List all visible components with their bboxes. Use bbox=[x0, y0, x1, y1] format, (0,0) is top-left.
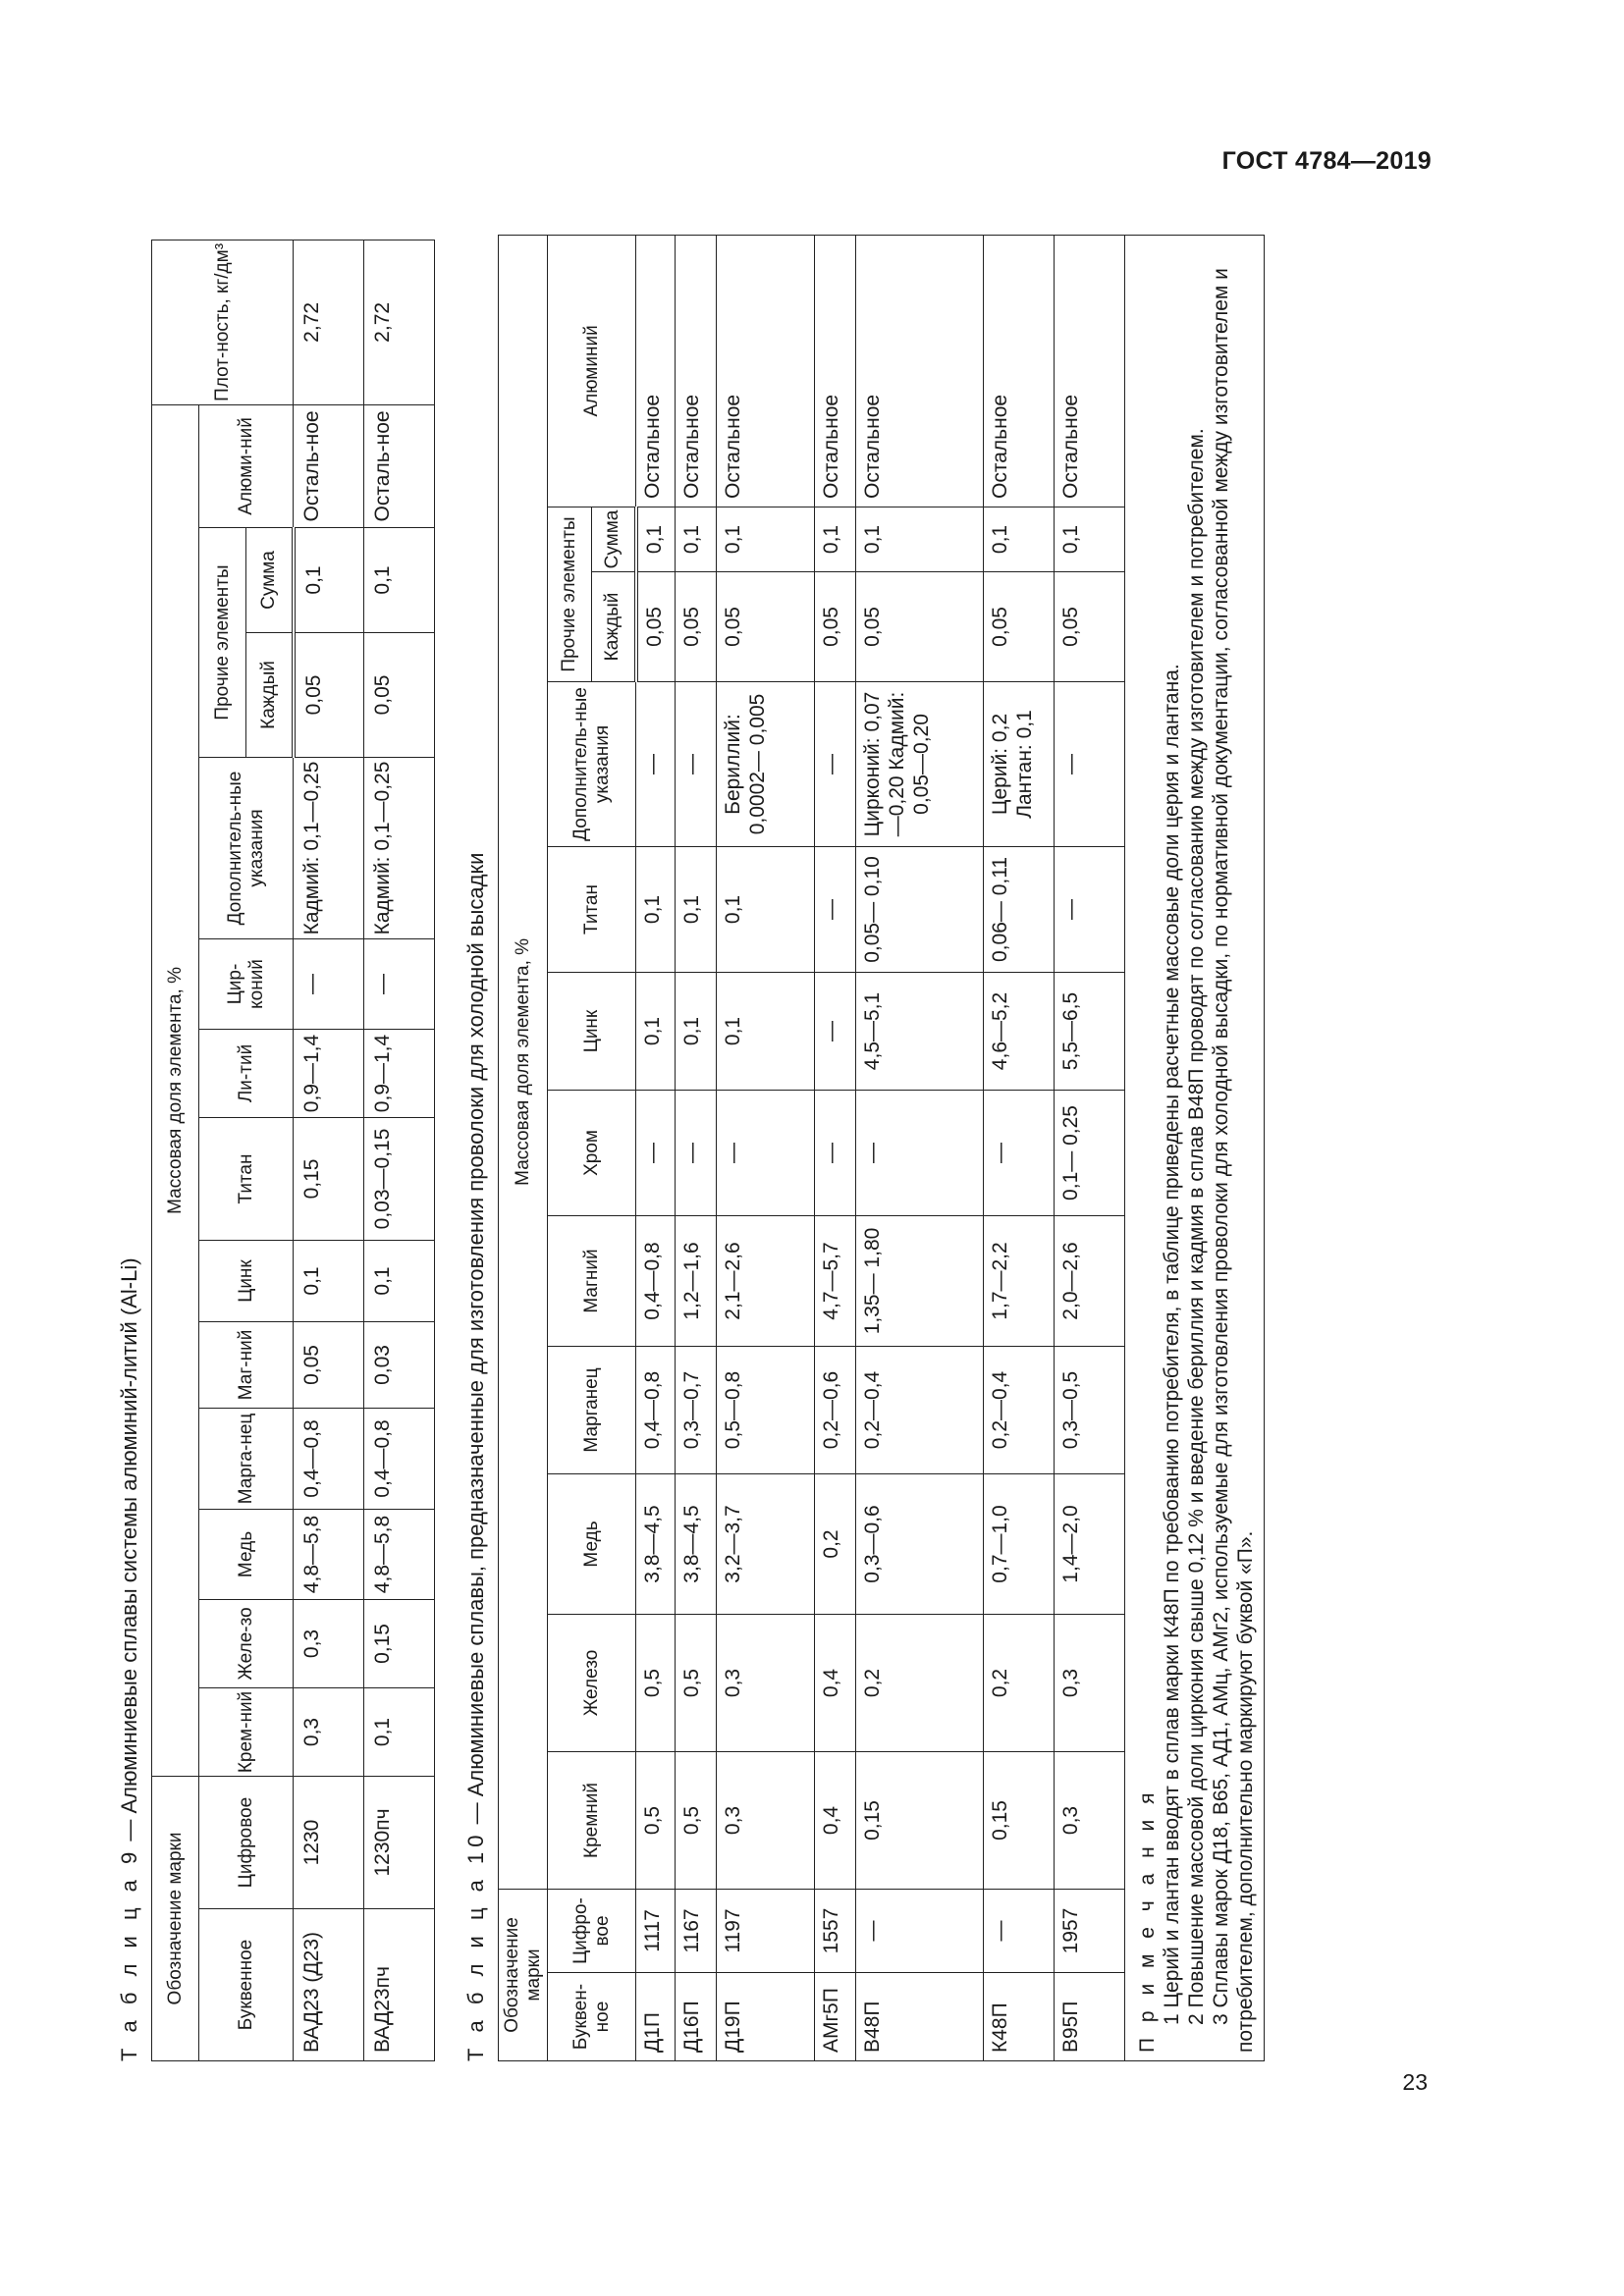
cell-each: 0,05 bbox=[1055, 571, 1125, 681]
t10-header-additional: Дополнитель-ные указания bbox=[548, 681, 636, 846]
page-number: 23 bbox=[1402, 2069, 1428, 2095]
cell-al: Остальное bbox=[856, 235, 984, 507]
cell-each: 0,05 bbox=[636, 571, 676, 681]
cell-zn: 0,1 bbox=[364, 1240, 435, 1321]
t9-header-silicon: Крем-ний bbox=[199, 1687, 294, 1776]
cell-sum: 0,1 bbox=[676, 507, 717, 571]
cell-letter: Д16П bbox=[676, 1973, 717, 2061]
cell-mn: 0,4—0,8 bbox=[636, 1346, 676, 1473]
t10-header-aluminum: Алюминий bbox=[548, 235, 636, 507]
notes-title: П р и м е ч а н и я bbox=[1136, 1788, 1159, 2053]
t10-header-titanium: Титан bbox=[548, 846, 636, 972]
cell-letter: В95П bbox=[1055, 1973, 1125, 2061]
cell-additional: Кадмий: 0,1—0,25 bbox=[294, 757, 364, 938]
t9-header-magnesium: Маг-ний bbox=[199, 1321, 294, 1408]
table9-caption bbox=[108, 226, 151, 2061]
cell-sum: 0,1 bbox=[636, 507, 676, 571]
cell-mg: 0,4—0,8 bbox=[636, 1215, 676, 1346]
t10-header-zinc: Цинк bbox=[548, 972, 636, 1090]
t9-header-zinc: Цинк bbox=[199, 1240, 294, 1321]
t9-header-other: Прочие элементы bbox=[199, 527, 246, 757]
cell-mg: 2,0—2,6 bbox=[1055, 1215, 1125, 1346]
cell-sum: 0,1 bbox=[815, 507, 856, 571]
cell-zr: — bbox=[294, 938, 364, 1029]
table9-caption-lead: Т а б л и ц а 9 bbox=[117, 1846, 141, 2061]
cell-fe: 0,3 bbox=[1055, 1614, 1125, 1751]
cell-zr: — bbox=[364, 938, 435, 1029]
t10-header-digital: Цифро-вое bbox=[548, 1889, 636, 1972]
t9-header-lithium: Ли-тий bbox=[199, 1029, 294, 1117]
t10-header-sum: Сумма bbox=[592, 507, 636, 571]
table-row bbox=[984, 235, 1055, 2060]
cell-al: Осталь-ное bbox=[364, 404, 435, 527]
cell-digital: 1230пч bbox=[364, 1776, 435, 1908]
cell-zn: 0,1 bbox=[294, 1240, 364, 1321]
cell-fe: 0,5 bbox=[636, 1614, 676, 1751]
table10-caption-text: — Алюминиевые сплавы, предназначенные для изготовления проволоки для холодной высадки bbox=[463, 852, 488, 1831]
table-row bbox=[364, 240, 435, 2060]
cell-density: 2,72 bbox=[364, 240, 435, 404]
cell-letter: ВАД23 (Д23) bbox=[294, 1909, 364, 2061]
cell-cu: 3,8—4,5 bbox=[636, 1473, 676, 1614]
cell-cu: 0,2 bbox=[815, 1473, 856, 1614]
cell-mn: 0,5—0,8 bbox=[717, 1346, 815, 1473]
cell-fe: 0,15 bbox=[364, 1599, 435, 1687]
cell-al: Остальное bbox=[636, 235, 676, 507]
t9-header-zirconium: Цир-коний bbox=[199, 938, 294, 1029]
note-2: 2 Повышение массовой доли циркония свыше 0,12 % и введение бериллия и кадмия в сплав В48П проводят по согласованию между изготовителем и потребителем. bbox=[1185, 428, 1208, 2025]
cell-each: 0,05 bbox=[294, 632, 364, 757]
t9-header-mass: Массовая доля элемента, % bbox=[152, 404, 199, 1776]
table-row bbox=[294, 240, 364, 2060]
cell-mn: 0,2—0,6 bbox=[815, 1346, 856, 1473]
cell-cr: — bbox=[856, 1090, 984, 1215]
cell-zn: — bbox=[815, 972, 856, 1090]
cell-li: 0,9—1,4 bbox=[364, 1029, 435, 1117]
cell-ti: 0,1 bbox=[676, 846, 717, 972]
cell-ti: 0,05— 0,10 bbox=[856, 846, 984, 972]
cell-sum: 0,1 bbox=[294, 527, 364, 632]
t10-header-chrome: Хром bbox=[548, 1090, 636, 1215]
cell-mg: 1,35— 1,80 bbox=[856, 1215, 984, 1346]
cell-cr: — bbox=[636, 1090, 676, 1215]
cell-sum: 0,1 bbox=[717, 507, 815, 571]
cell-al: Остальное bbox=[815, 235, 856, 507]
cell-mn: 0,2—0,4 bbox=[856, 1346, 984, 1473]
cell-si: 0,3 bbox=[717, 1751, 815, 1889]
t9-header-aluminum: Алюми-ний bbox=[199, 404, 294, 527]
table-row bbox=[815, 235, 856, 2060]
cell-si: 0,5 bbox=[636, 1751, 676, 1889]
note-1: 1 Церий и лантан вводят в сплав марки К48П по требованию потребителя, в таблице приведены расчетные массовые доли церия и лантана. bbox=[1161, 664, 1183, 2025]
cell-al: Остальное bbox=[676, 235, 717, 507]
cell-mg: 0,03 bbox=[364, 1321, 435, 1408]
t10-header-other: Прочие элементы bbox=[548, 507, 592, 681]
cell-zn: 0,1 bbox=[717, 972, 815, 1090]
cell-li: 0,9—1,4 bbox=[294, 1029, 364, 1117]
cell-si: 0,3 bbox=[1055, 1751, 1125, 1889]
cell-cu: 1,4—2,0 bbox=[1055, 1473, 1125, 1614]
cell-digital: 1957 bbox=[1055, 1889, 1125, 1972]
table-row bbox=[1055, 235, 1125, 2060]
table9-caption-text: — Алюминиевые сплавы системы алюминий-литий (Al-Li) bbox=[117, 1257, 141, 1847]
cell-digital: 1230 bbox=[294, 1776, 364, 1908]
cell-cu: 3,2—3,7 bbox=[717, 1473, 815, 1614]
cell-mg: 1,2—1,6 bbox=[676, 1215, 717, 1346]
cell-each: 0,05 bbox=[717, 571, 815, 681]
cell-fe: 0,5 bbox=[676, 1614, 717, 1751]
cell-mg: 2,1—2,6 bbox=[717, 1215, 815, 1346]
cell-cr: 0,1— 0,25 bbox=[1055, 1090, 1125, 1215]
cell-digital: 1117 bbox=[636, 1889, 676, 1972]
cell-zn: 0,1 bbox=[676, 972, 717, 1090]
cell-zn: 5,5—6,5 bbox=[1055, 972, 1125, 1090]
cell-letter: В48П bbox=[856, 1973, 984, 2061]
cell-cu: 3,8—4,5 bbox=[676, 1473, 717, 1614]
cell-zn: 0,1 bbox=[636, 972, 676, 1090]
cell-mg: 0,05 bbox=[294, 1321, 364, 1408]
cell-si: 0,3 bbox=[294, 1687, 364, 1776]
cell-additional: — bbox=[636, 681, 676, 846]
t9-header-designation: Обозначение марки bbox=[152, 1776, 199, 2060]
document-code: ГОСТ 4784—2019 bbox=[1221, 147, 1432, 175]
cell-each: 0,05 bbox=[815, 571, 856, 681]
notes bbox=[1125, 235, 1265, 2060]
cell-ti: 0,03—0,15 bbox=[364, 1117, 435, 1240]
cell-al: Остальное bbox=[984, 235, 1055, 507]
table-row bbox=[676, 235, 717, 2060]
t10-header-letter: Буквен-ное bbox=[548, 1973, 636, 2061]
cell-mn: 0,2—0,4 bbox=[984, 1346, 1055, 1473]
cell-cu: 0,7—1,0 bbox=[984, 1473, 1055, 1614]
cell-each: 0,05 bbox=[856, 571, 984, 681]
table-10 bbox=[498, 235, 1265, 2061]
cell-si: 0,15 bbox=[856, 1751, 984, 1889]
cell-sum: 0,1 bbox=[984, 507, 1055, 571]
t10-header-designation: Обозначение марки bbox=[499, 1889, 548, 2060]
cell-digital: 1167 bbox=[676, 1889, 717, 1972]
t9-header-letter: Буквенное bbox=[199, 1909, 294, 2061]
cell-ti: — bbox=[815, 846, 856, 972]
t10-header-magnesium: Магний bbox=[548, 1215, 636, 1346]
note-3: 3 Сплавы марок Д18, В65, АД1, АМц, АМг2, используемые для изготовления проволоки для холодной высадки, по нормативной документации, согласованной между изготовителем и потребителем, дополнительно маркируют буквой «П». bbox=[1210, 268, 1257, 2053]
table-9 bbox=[151, 240, 435, 2061]
t10-header-iron: Железо bbox=[548, 1614, 636, 1751]
cell-cu: 0,3—0,6 bbox=[856, 1473, 984, 1614]
cell-additional: Цирконий: 0,07—0,20 Кадмий: 0,05—0,20 bbox=[856, 681, 984, 846]
cell-ti: 0,15 bbox=[294, 1117, 364, 1240]
t10-header-copper: Медь bbox=[548, 1473, 636, 1614]
cell-letter: ВАД23пч bbox=[364, 1909, 435, 2061]
t9-header-iron: Желе-зо bbox=[199, 1599, 294, 1687]
cell-zn: 4,6—5,2 bbox=[984, 972, 1055, 1090]
cell-density: 2,72 bbox=[294, 240, 364, 404]
cell-ti: 0,1 bbox=[636, 846, 676, 972]
cell-cr: — bbox=[676, 1090, 717, 1215]
notes-row bbox=[1125, 235, 1265, 2060]
cell-al: Осталь-ное bbox=[294, 404, 364, 527]
cell-sum: 0,1 bbox=[1055, 507, 1125, 571]
t9-header-titanium: Титан bbox=[199, 1117, 294, 1240]
t10-header-each: Каждый bbox=[592, 571, 636, 681]
t10-header-mass: Массовая доля элемента, % bbox=[499, 235, 548, 1889]
cell-each: 0,05 bbox=[364, 632, 435, 757]
cell-letter: АМг5П bbox=[815, 1973, 856, 2061]
t10-header-silicon: Кремний bbox=[548, 1751, 636, 1889]
t9-header-additional: Дополнитель-ные указания bbox=[199, 757, 294, 938]
cell-mn: 0,3—0,7 bbox=[676, 1346, 717, 1473]
table-row bbox=[636, 235, 676, 2060]
cell-mn: 0,4—0,8 bbox=[364, 1408, 435, 1509]
cell-ti: 0,1 bbox=[717, 846, 815, 972]
cell-cu: 4,8—5,8 bbox=[294, 1509, 364, 1599]
cell-letter: Д19П bbox=[717, 1973, 815, 2061]
cell-cr: — bbox=[717, 1090, 815, 1215]
cell-digital: 1197 bbox=[717, 1889, 815, 1972]
cell-mn: 0,4—0,8 bbox=[294, 1408, 364, 1509]
cell-additional: — bbox=[1055, 681, 1125, 846]
table-row bbox=[717, 235, 815, 2060]
table10-caption bbox=[455, 226, 498, 2061]
t9-header-sum: Сумма bbox=[246, 527, 294, 632]
cell-each: 0,05 bbox=[984, 571, 1055, 681]
cell-zn: 4,5—5,1 bbox=[856, 972, 984, 1090]
cell-each: 0,05 bbox=[676, 571, 717, 681]
table10-caption-lead: Т а б л и ц а 10 bbox=[463, 1830, 488, 2061]
cell-digital: — bbox=[984, 1889, 1055, 1972]
cell-additional: — bbox=[676, 681, 717, 846]
cell-digital: — bbox=[856, 1889, 984, 1972]
table-row bbox=[856, 235, 984, 2060]
cell-mn: 0,3—0,5 bbox=[1055, 1346, 1125, 1473]
cell-additional: Церий: 0,2 Лантан: 0,1 bbox=[984, 681, 1055, 846]
cell-si: 0,15 bbox=[984, 1751, 1055, 1889]
cell-sum: 0,1 bbox=[364, 527, 435, 632]
cell-mg: 1,7—2,2 bbox=[984, 1215, 1055, 1346]
t9-header-each: Каждый bbox=[246, 632, 294, 757]
cell-letter: К48П bbox=[984, 1973, 1055, 2061]
cell-mg: 4,7—5,7 bbox=[815, 1215, 856, 1346]
cell-cr: — bbox=[984, 1090, 1055, 1215]
cell-si: 0,1 bbox=[364, 1687, 435, 1776]
cell-si: 0,4 bbox=[815, 1751, 856, 1889]
t10-header-manganese: Марганец bbox=[548, 1346, 636, 1473]
cell-cu: 4,8—5,8 bbox=[364, 1509, 435, 1599]
cell-fe: 0,4 bbox=[815, 1614, 856, 1751]
cell-al: Остальное bbox=[1055, 235, 1125, 507]
cell-ti: 0,06— 0,11 bbox=[984, 846, 1055, 972]
rotated-content bbox=[108, 226, 1355, 2061]
cell-digital: 1557 bbox=[815, 1889, 856, 1972]
cell-letter: Д1П bbox=[636, 1973, 676, 2061]
cell-sum: 0,1 bbox=[856, 507, 984, 571]
cell-additional: — bbox=[815, 681, 856, 846]
t9-header-copper: Медь bbox=[199, 1509, 294, 1599]
cell-additional: Кадмий: 0,1—0,25 bbox=[364, 757, 435, 938]
t9-header-density: Плот-ность, кг/дм³ bbox=[152, 240, 294, 404]
cell-additional: Бериллий: 0,0002— 0,005 bbox=[717, 681, 815, 846]
cell-ti: — bbox=[1055, 846, 1125, 972]
t9-header-manganese: Марга-нец bbox=[199, 1408, 294, 1509]
cell-fe: 0,3 bbox=[294, 1599, 364, 1687]
cell-fe: 0,3 bbox=[717, 1614, 815, 1751]
cell-al: Остальное bbox=[717, 235, 815, 507]
cell-fe: 0,2 bbox=[856, 1614, 984, 1751]
cell-fe: 0,2 bbox=[984, 1614, 1055, 1751]
cell-si: 0,5 bbox=[676, 1751, 717, 1889]
t9-header-digital: Цифровое bbox=[199, 1776, 294, 1908]
cell-cr: — bbox=[815, 1090, 856, 1215]
